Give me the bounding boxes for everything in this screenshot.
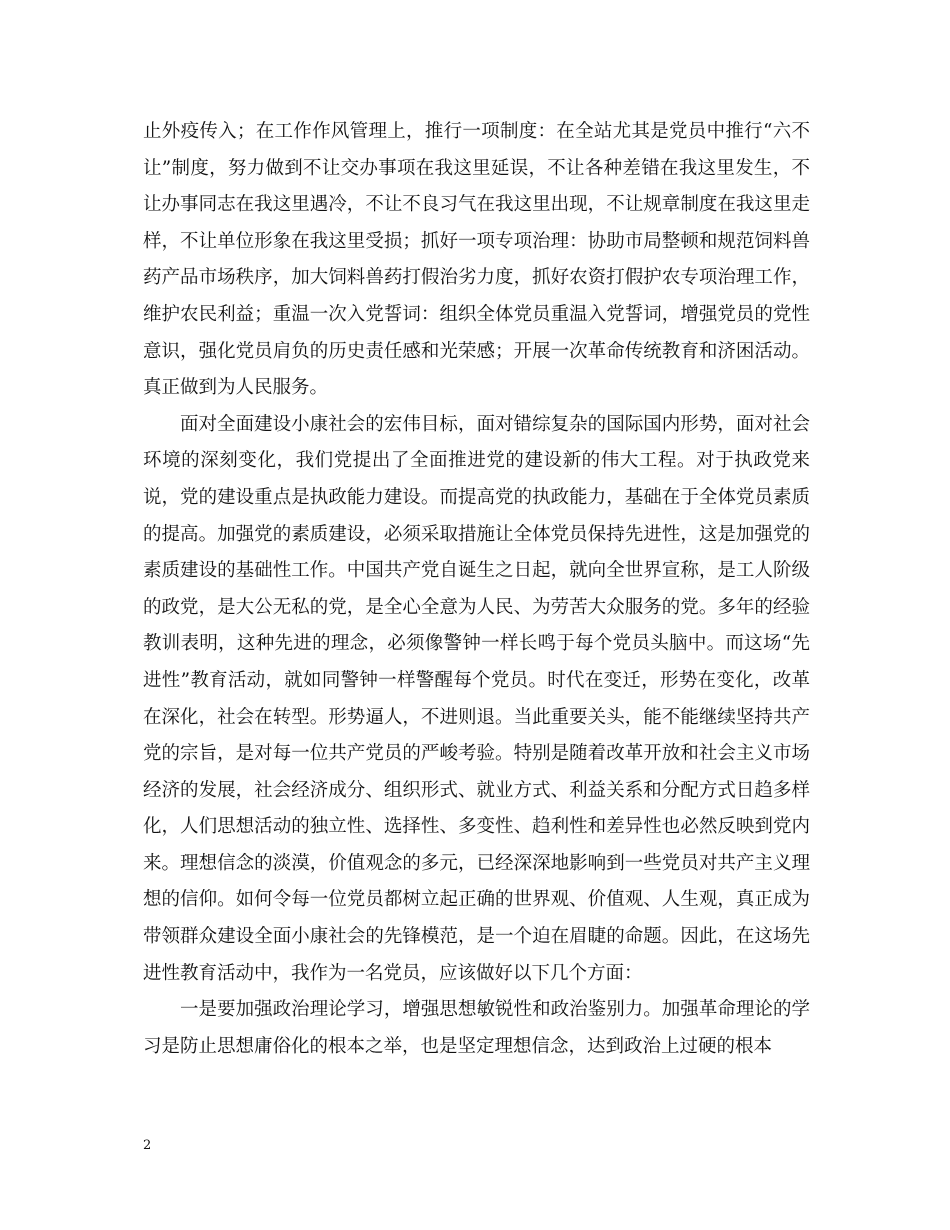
paragraph-3: 一是要加强政治理论学习，增强思想敏锐性和政治鉴别力。加强革命理论的学习是防止思想庸俗化的根本之举，也是坚定理想信念，达到政治上过硬的根本: [143, 999, 810, 1057]
document-body: [143, 114, 810, 1065]
paragraph-2: 面对全面建设小康社会的宏伟目标，面对错综复杂的国际国内形势，面对社会环境的深刻变化，我们党提出了全面推进党的建设新的伟大工程。对于执政党来说，党的建设重点是执政能力建设。而提高党的执政能力，基础在于全体党员素质的提高。加强党的素质建设，必须采取措施让全体党员保持先进性，这是加强党的素质建设的基础性工作。中国共产党自诞生之日起，就向全世界宣称，是工人阶级的政党，是大公无私的党，是全心全意为人民、为劳苦大众服务的党。多年的经验教训表明，这种先进的理念，必须像警钟一样长鸣于每个党员头脑中。而这场“先进性”教育活动，就如同警钟一样警醒每个党员。时代在变迁，形势在变化，改革在深化，社会在转型。形势逼人，不进则退。当此重要关头，能不能继续坚持共产党的宗旨，是对每一位共产党员的严峻考验。特别是随着改革开放和社会主义市场经济的发展，社会经济成分、组织形式、就业方式、利益关系和分配方式日趋多样化，人们思想活动的独立性、选择性、多变性、趋利性和差异性也必然反映到党内来。理想信念的淡漠，价值观念的多元，已经深深地影响到一些党员对共产主义理想的信仰。如何令每一位党员都树立起正确的世界观、价值观、人生观，真正成为带领群众建设全面小康社会的先锋模范，是一个迫在眉睫的命题。因此，在这场先进性教育活动中，我作为一名党员，应该做好以下几个方面：: [143, 413, 810, 984]
page-number: 2: [143, 1138, 152, 1153]
paragraph-1: 止外疫传入；在工作作风管理上，推行一项制度：在全站尤其是党员中推行“六不让”制度，努力做到不让交办事项在我这里延误，不让各种差错在我这里发生，不让办事同志在我这里遇冷，不让不良习气在我这里出现，不让规章制度在我这里走样，不让单位形象在我这里受损；抓好一项专项治理：协助市局整顿和规范饲料兽药产品市场秩序，加大饲料兽药打假治劣力度，抓好农资打假护农专项治理工作，维护农民利益；重温一次入党誓词：组织全体党员重温入党誓词，增强党员的党性意识，强化党员肩负的历史责任感和光荣感；开展一次革命传统教育和济困活动。真正做到为人民服务。: [143, 121, 810, 399]
